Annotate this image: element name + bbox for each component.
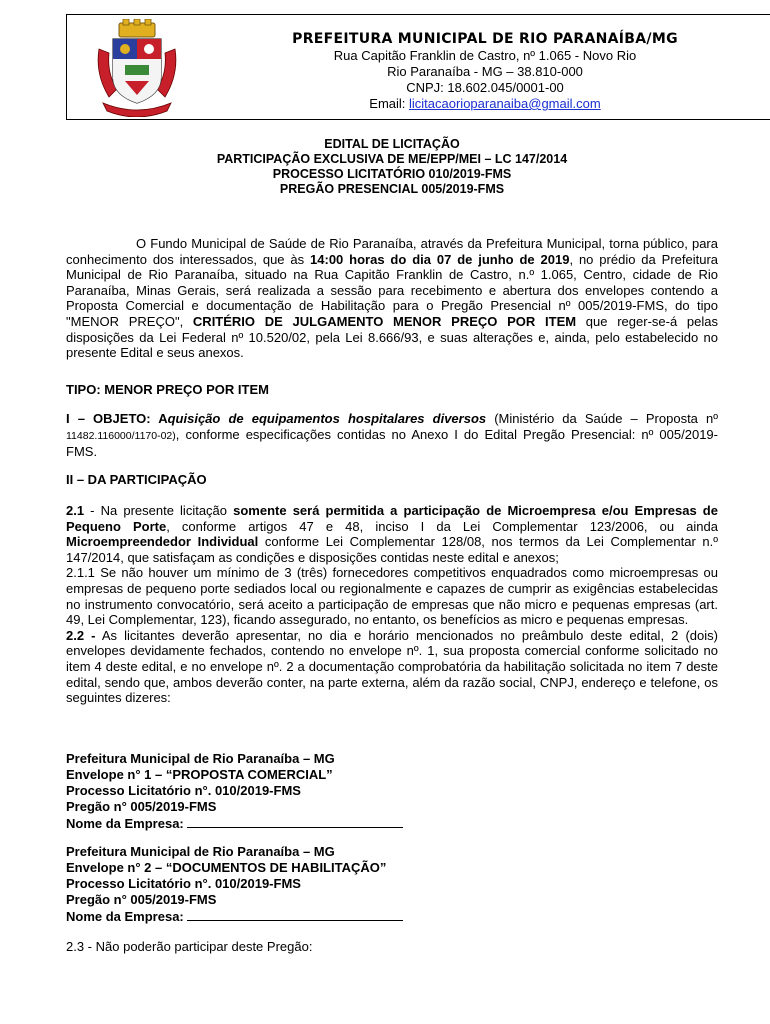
objeto-paragraph xyxy=(66,411,718,460)
intro-text-e: que reger-se-á pelas disposições da Lei Federal nº 10.520/02, pela Lei 8.666/93, e suas alterações e, ainda, pelo estabelecido no presente Edital e seus anexos. xyxy=(66,313,718,361)
s21-e: conforme Lei Complementar 128/08, nos termos da Lei Complementar n.º 147/2014, que satisfaçam as condições e disposições contidas neste edital e anexos; xyxy=(66,534,718,565)
env1-line-5 xyxy=(66,815,403,832)
objeto-proposta: 11482.116000/1170-02) xyxy=(66,429,176,442)
envelope-1-block xyxy=(66,751,403,832)
letterhead-email xyxy=(197,96,770,112)
letterhead-cnpj: CNPJ: 18.602.045/0001-00 xyxy=(406,80,564,95)
title-line-4: PREGÃO PRESENCIAL 005/2019-FMS xyxy=(279,182,505,196)
intro-text-c: , no prédio da Prefeitura Municipal de Rio Paranaíba, situado na Rua Capitão Franklin de Castro, n.º 1.065, Centro, cidade de Rio Paranaíba, Minas Gerais, será realizada a sessão para recebimento e abertura dos envelopes contendo a Proposta Comercial e documentação de Habilitação para o Pregão Presencial nº 005/2019-FMS, do tipo "MENOR PREÇO", xyxy=(66,251,719,329)
objeto-rest: , conforme especificações contidas no Anexo I do Edital Pregão Presencial: nº 005/2019-FMS. xyxy=(66,426,718,460)
municipal-crest-icon xyxy=(95,19,179,117)
email-link[interactable]: licitacaorioparanaiba@gmail.com xyxy=(409,96,601,111)
objeto-label: I – OBJETO: A xyxy=(66,411,168,426)
s21-num: 2.1 xyxy=(66,503,85,518)
intro-paragraph xyxy=(66,236,718,361)
letterhead-city: Rio Paranaíba - MG – 38.810-000 xyxy=(387,64,583,79)
section-2-3: 2.3 - Não poderão participar deste Pregão: xyxy=(66,939,313,954)
s21-a: - Na presente licitação xyxy=(84,503,234,518)
env2-line-1: Prefeitura Municipal de Rio Paranaíba – MG xyxy=(66,844,335,859)
s21-c: , conforme artigos 47 e 48, inciso I da Lei Complementar 123/2006, ou ainda xyxy=(166,518,718,534)
envelope-2-block xyxy=(66,844,403,925)
env1-company-blank xyxy=(187,815,403,828)
section-2-1 xyxy=(66,503,718,706)
env2-line-5 xyxy=(66,908,403,925)
env1-line-4: Pregão n° 005/2019-FMS xyxy=(66,799,217,814)
objeto-desc: quisição de equipamentos hospitalares diversos xyxy=(167,411,487,426)
s22-text: As licitantes deverão apresentar, no dia e horário mencionados no preâmbulo deste edital, 2 (dois) envelopes devidamente fechados, contendo no envelope nº. 1, sua proposta comercial conforme solicitado no item 4 deste edital, e no envelope nº. 2 a documentação comprobatória da habilitação solicitada no item 7 deste edital, sendo que, ambos deverão conter, na parte externa, além da razão social, CNPJ, endereço e telefone, os seguintes dizeres: xyxy=(66,627,718,706)
env1-line-1: Prefeitura Municipal de Rio Paranaíba – MG xyxy=(66,751,335,766)
title-line-2: PARTICIPAÇÃO EXCLUSIVA DE ME/EPP/MEI – LC 147/2014 xyxy=(216,152,568,166)
env1-line-2: Envelope n° 1 – “PROPOSTA COMERCIAL” xyxy=(66,767,333,782)
s21-d: Microempreendedor Individual xyxy=(66,534,259,550)
env2-line-2: Envelope n° 2 – “DOCUMENTOS DE HABILITAÇÃO” xyxy=(66,860,387,875)
letterhead-address: Rua Capitão Franklin de Castro, nº 1.065 - Novo Rio xyxy=(333,48,637,63)
letterhead-title: PREFEITURA MUNICIPAL DE RIO PARANAÍBA/MG xyxy=(292,31,678,47)
objeto-paren: (Ministério da Saúde – Proposta nº xyxy=(486,411,718,426)
section-2-1-1: 2.1.1 Se não houver um mínimo de 3 (três) fornecedores competitivos enquadrados como microempresas ou empresas de pequeno porte sediados local ou regionalmente e capazes de cumprir as exigências estabelecidas no instrumento convocatório, será aceito a participação de empresas que não micro e pequenas empresas (art. 49, Lei Complementar, 123), ficando assegurado, no entanto, os benefícios as micro e pequenas empresas. xyxy=(66,565,718,628)
tipo-heading: TIPO: MENOR PREÇO POR ITEM xyxy=(66,382,269,397)
env2-company-blank xyxy=(187,908,403,921)
env2-company-label: Nome da Empresa: xyxy=(66,909,188,924)
env2-line-4: Pregão n° 005/2019-FMS xyxy=(66,892,217,907)
intro-date: 14:00 horas do dia 07 de junho de 2019 xyxy=(310,251,570,267)
title-line-1: EDITAL DE LICITAÇÃO xyxy=(324,137,460,151)
env1-line-3: Processo Licitatório n°. 010/2019-FMS xyxy=(66,783,301,798)
edital-title xyxy=(66,137,718,197)
section-2-2 xyxy=(66,628,718,706)
letterhead xyxy=(66,14,770,120)
s22-num: 2.2 - xyxy=(66,627,96,643)
intro-text-a: O Fundo Municipal de Saúde de Rio Paranaíba, através da Prefeitura Municipal, torna público, para conhecimento dos interessados, que às xyxy=(66,236,718,267)
s21-b: somente será permitida a participação de Microempresa e/ou Empresas de Pequeno Porte xyxy=(66,503,718,534)
intro-criterio: CRITÉRIO DE JULGAMENTO MENOR PREÇO POR ITEM xyxy=(192,313,577,329)
env2-line-3: Processo Licitatório n°. 010/2019-FMS xyxy=(66,876,301,891)
email-label: Email: xyxy=(369,96,410,111)
participacao-heading: II – DA PARTICIPAÇÃO xyxy=(66,472,207,487)
env1-company-label: Nome da Empresa: xyxy=(66,816,188,831)
title-line-3: PROCESSO LICITATÓRIO 010/2019-FMS xyxy=(272,167,512,181)
